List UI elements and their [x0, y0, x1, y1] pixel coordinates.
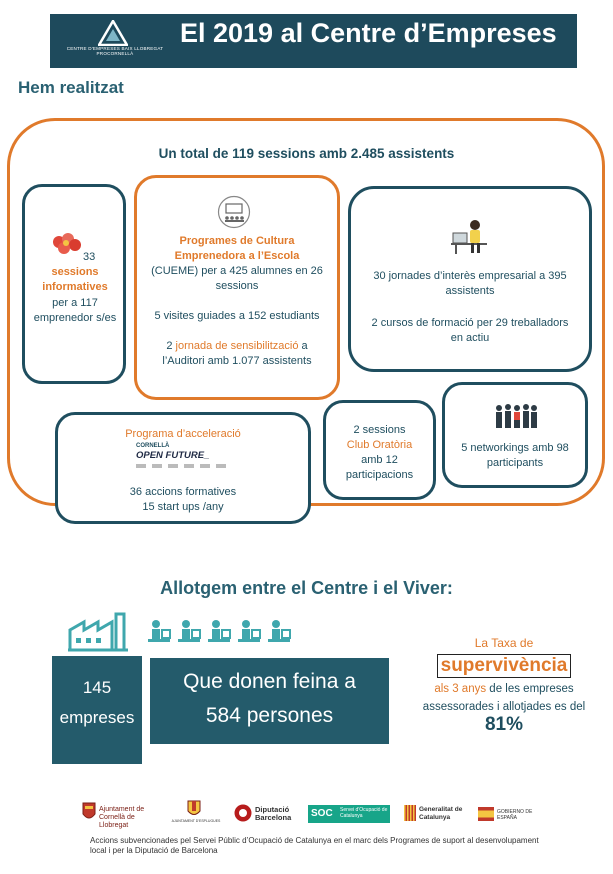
jornades-line1: 30 jornades d’interès empresarial a 395 assistents [373, 270, 567, 297]
people-group-icon [493, 402, 539, 436]
cornella-text: Ajuntament de Cornellà de Llobregat [99, 806, 145, 829]
cornella-shield-icon [82, 802, 96, 822]
cueme-line3-num: 2 [166, 340, 173, 352]
sessions-label: sessions informatives [42, 266, 108, 293]
companies-label: empreses [59, 708, 135, 727]
rate-intro: La Taxa de [474, 636, 534, 650]
cornella-logo [82, 800, 156, 829]
open-future-logo [136, 443, 236, 468]
soc-short: SOC [311, 808, 333, 819]
companies-box [52, 656, 142, 764]
acceleracio-line1: 36 accions formatives [129, 486, 237, 498]
cueme-line3-rest: a l’Auditori amb 1.077 assistents [162, 340, 312, 367]
rate-rest: de les empreses assessorades i allotjades es [422, 683, 574, 713]
centre-empreses-logo [58, 14, 172, 68]
gobierno-espana-logo [478, 806, 540, 822]
esplugues-logo [170, 800, 222, 826]
cueme-line1: (CUEME) per a 425 alumnes en 26 sessions [151, 265, 323, 292]
card-club-oratoria [323, 400, 436, 500]
jobs-line1: Que donen feina a [183, 670, 356, 693]
cueme-title: Programes de Cultura Emprenedora a l’Escola [174, 235, 300, 262]
networkings-line1: 5 networkings amb 98 participants [461, 442, 569, 469]
companies-number: 145 [82, 678, 112, 697]
diputacio-logo [234, 803, 300, 825]
footer-note: Accions subvencionades pel Servei Públic d’Ocupació de Catalunya en el marc dels Programes de suport al desenvolupament local i per la Diputació de Barcelona [90, 836, 539, 855]
spain-flag-icon [478, 807, 494, 821]
section2-title: Allotgem entre el Centre i el Viver: [160, 578, 453, 598]
factory-icon [66, 610, 130, 652]
sessions-detail: per a 117 emprenedor s/es [33, 297, 117, 324]
partner-logos-strip [136, 464, 232, 468]
soc-logo [308, 805, 390, 823]
logo-text: CENTRE D'EMPRESES BAIX LLOBREGAT PROCORNELLÀ [66, 46, 164, 56]
card-sessions-informatives [22, 184, 126, 384]
diputacio-text: Diputació Barcelona [255, 805, 292, 822]
rate-value: 81% [484, 714, 524, 735]
generalitat-logo [404, 804, 468, 824]
cueme-line3 [149, 339, 325, 369]
rate-del: del [569, 701, 586, 713]
oratoria-line2: Club Oratòria [346, 439, 413, 451]
esplugues-shield-icon [187, 800, 201, 818]
rate-word: supervivència [437, 654, 572, 678]
flower-icon [49, 231, 83, 257]
card-networkings [442, 382, 588, 488]
open-future-small: CORNELLÀ [136, 443, 170, 449]
oratoria-line1: 2 sessions [353, 424, 406, 436]
acceleracio-title: Programa d’acceleració [125, 428, 241, 440]
soc-text: Servei d'Ocupació de Catalunya [340, 807, 388, 819]
section-subtitle: Hem realitzat [18, 78, 124, 97]
classroom-icon [217, 195, 251, 229]
triangle-logo-icon [98, 20, 128, 46]
oratoria-line3: amb 12 participacions [345, 454, 414, 481]
jornades-line2: 2 cursos de formació per 29 treballadors en actiu [371, 317, 569, 344]
rate-years: als 3 anys [434, 683, 487, 695]
cueme-line3-highlight: jornada de sensibilització [175, 340, 299, 352]
generalitat-flag-icon [404, 805, 416, 821]
jobs-box [150, 658, 389, 744]
survival-rate-block [404, 636, 604, 736]
office-worker-icon [449, 217, 489, 257]
generalitat-text: Generalitat de Catalunya [419, 806, 463, 821]
esplugues-text: AJUNTAMENT D'ESPLUGUES [171, 819, 221, 823]
open-future-big: OPEN FUTURE_ [136, 450, 210, 461]
page-title: El 2019 al Centre d’Empreses [180, 18, 557, 48]
acceleracio-line2: 15 start ups /any [142, 501, 224, 513]
sessions-count: 33 [83, 251, 96, 263]
header-banner [50, 14, 577, 68]
diputacio-emblem-icon [234, 804, 252, 822]
gobierno-text: GOBIERNO DE ESPAÑA [497, 809, 533, 821]
card-cueme [134, 175, 340, 400]
summary-total: Un total de 119 sessions amb 2.485 assistents [158, 146, 455, 161]
card-jornades [348, 186, 592, 372]
cueme-line2: 5 visites guiades a 152 estudiants [154, 310, 320, 322]
workers-row-icon [148, 618, 304, 650]
card-acceleracio [55, 412, 311, 524]
jobs-line2: 584 persones [205, 704, 334, 727]
